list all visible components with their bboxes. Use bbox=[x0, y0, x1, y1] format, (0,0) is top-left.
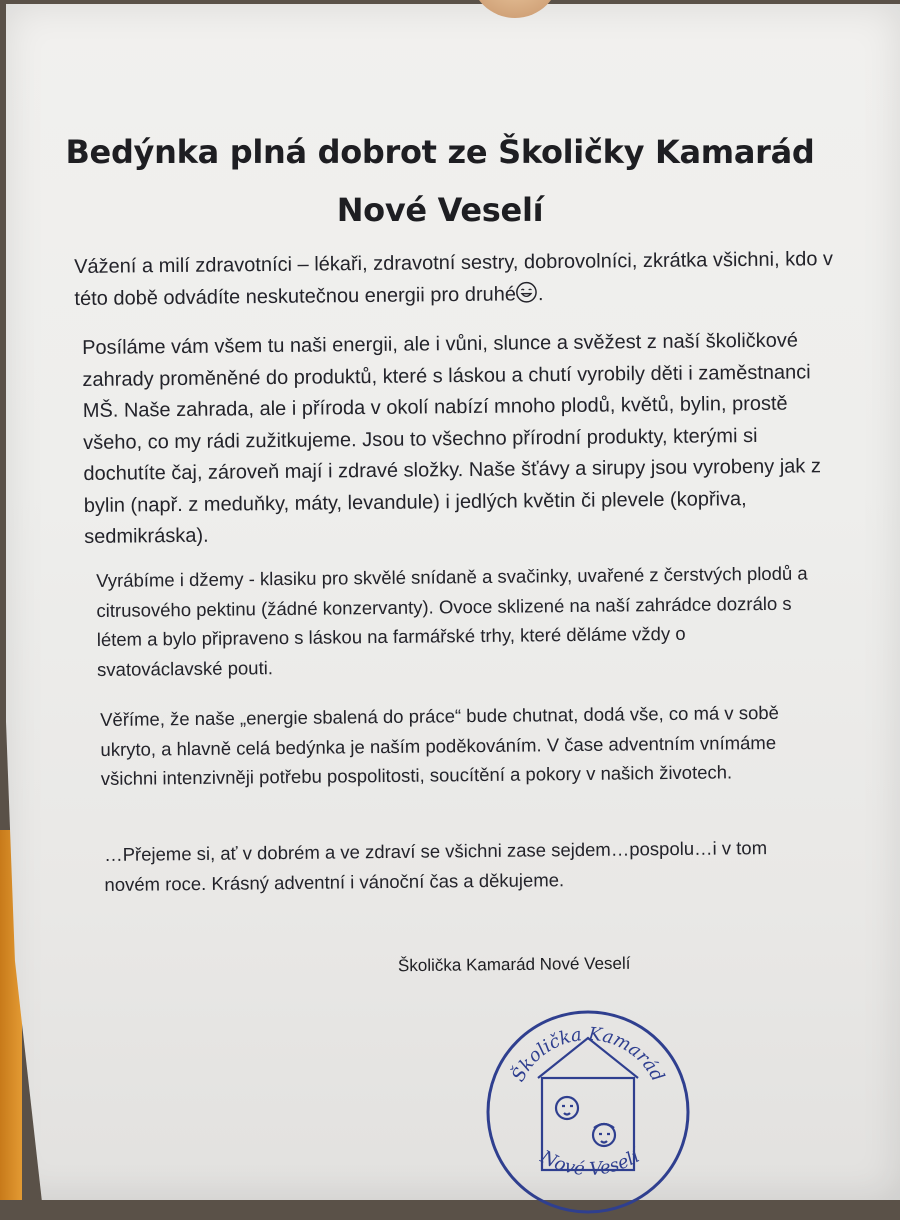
greeting-paragraph bbox=[74, 244, 835, 315]
paragraph-jams: Vyrábíme i džemy - klasiku pro skvělé snídaně a svačinky, uvařené z čerstvých plodů a citrusového pektinu (žádné konzervanty). Ovoce sklizené na naší zahrádce dozrálo s létem a bylo připraveno s láskou na farmářské trhy, které děláme vždy o svatováclavské pouti. bbox=[96, 562, 808, 680]
greeting-text: Vážení a milí zdravotníci – lékaři, zdravotní sestry, dobrovolníci, zkrátka všichni, kdo v této době odvádíte neskutečnou energii pro druhé bbox=[74, 248, 834, 310]
letter-title-line-1: Bedýnka plná dobrot ze Školičky Kamarád bbox=[65, 133, 815, 171]
paragraph-thanks: Věříme, že naše „energie sbalená do práce“ bude chutnat, dodá vše, co má v sobě ukryto, a hlavně celá bedýnka je naším poděkováním. V čase adventním vnímáme všichni intenzivněji potřebu pospolitosti, soucítění a pokory v našich životech. bbox=[100, 701, 779, 789]
greeting-end: . bbox=[537, 282, 544, 305]
letter-title-line-2: Nové Veselí bbox=[336, 191, 544, 229]
paragraph-produce: Posíláme vám všem tu naši energii, ale i vůni, slunce a svěžest z naší školičkové zahrady proměněné do produktů, které s láskou a chutí vyrobily děti i zaměstnanci MŠ. Naše zahrada, ale i příroda v okolí nabízí mnoho plodů, květů, bylin, prostě všeho, co my rádi zužitkujeme. Jsou to všechno přírodní produkty, kterými si dochutíte čaj, zároveň mají i zdravé složky. Naše šťávy a sirupy jsou vyrobeny jak z bylin (např. z meduňky, máty, levandule) i jedlých květin či plevele (kopřiva, sedmikráska). bbox=[82, 329, 822, 548]
paragraph-wishes: …Přejeme si, ať v dobrém a ve zdraví se všichni zase sejdem…pospolu…i v tom novém roce. Krásný adventní i vánoční čas a děkujeme. bbox=[104, 837, 768, 895]
stamp-bottom-text: Nové Veselí bbox=[536, 1146, 643, 1181]
signature-line: Školička Kamarád Nové Veselí bbox=[397, 953, 631, 976]
stamp-top-text: Školička Kamarád bbox=[507, 1023, 669, 1086]
kindergarten-stamp bbox=[480, 1000, 696, 1220]
smiling-face-icon bbox=[516, 281, 538, 303]
